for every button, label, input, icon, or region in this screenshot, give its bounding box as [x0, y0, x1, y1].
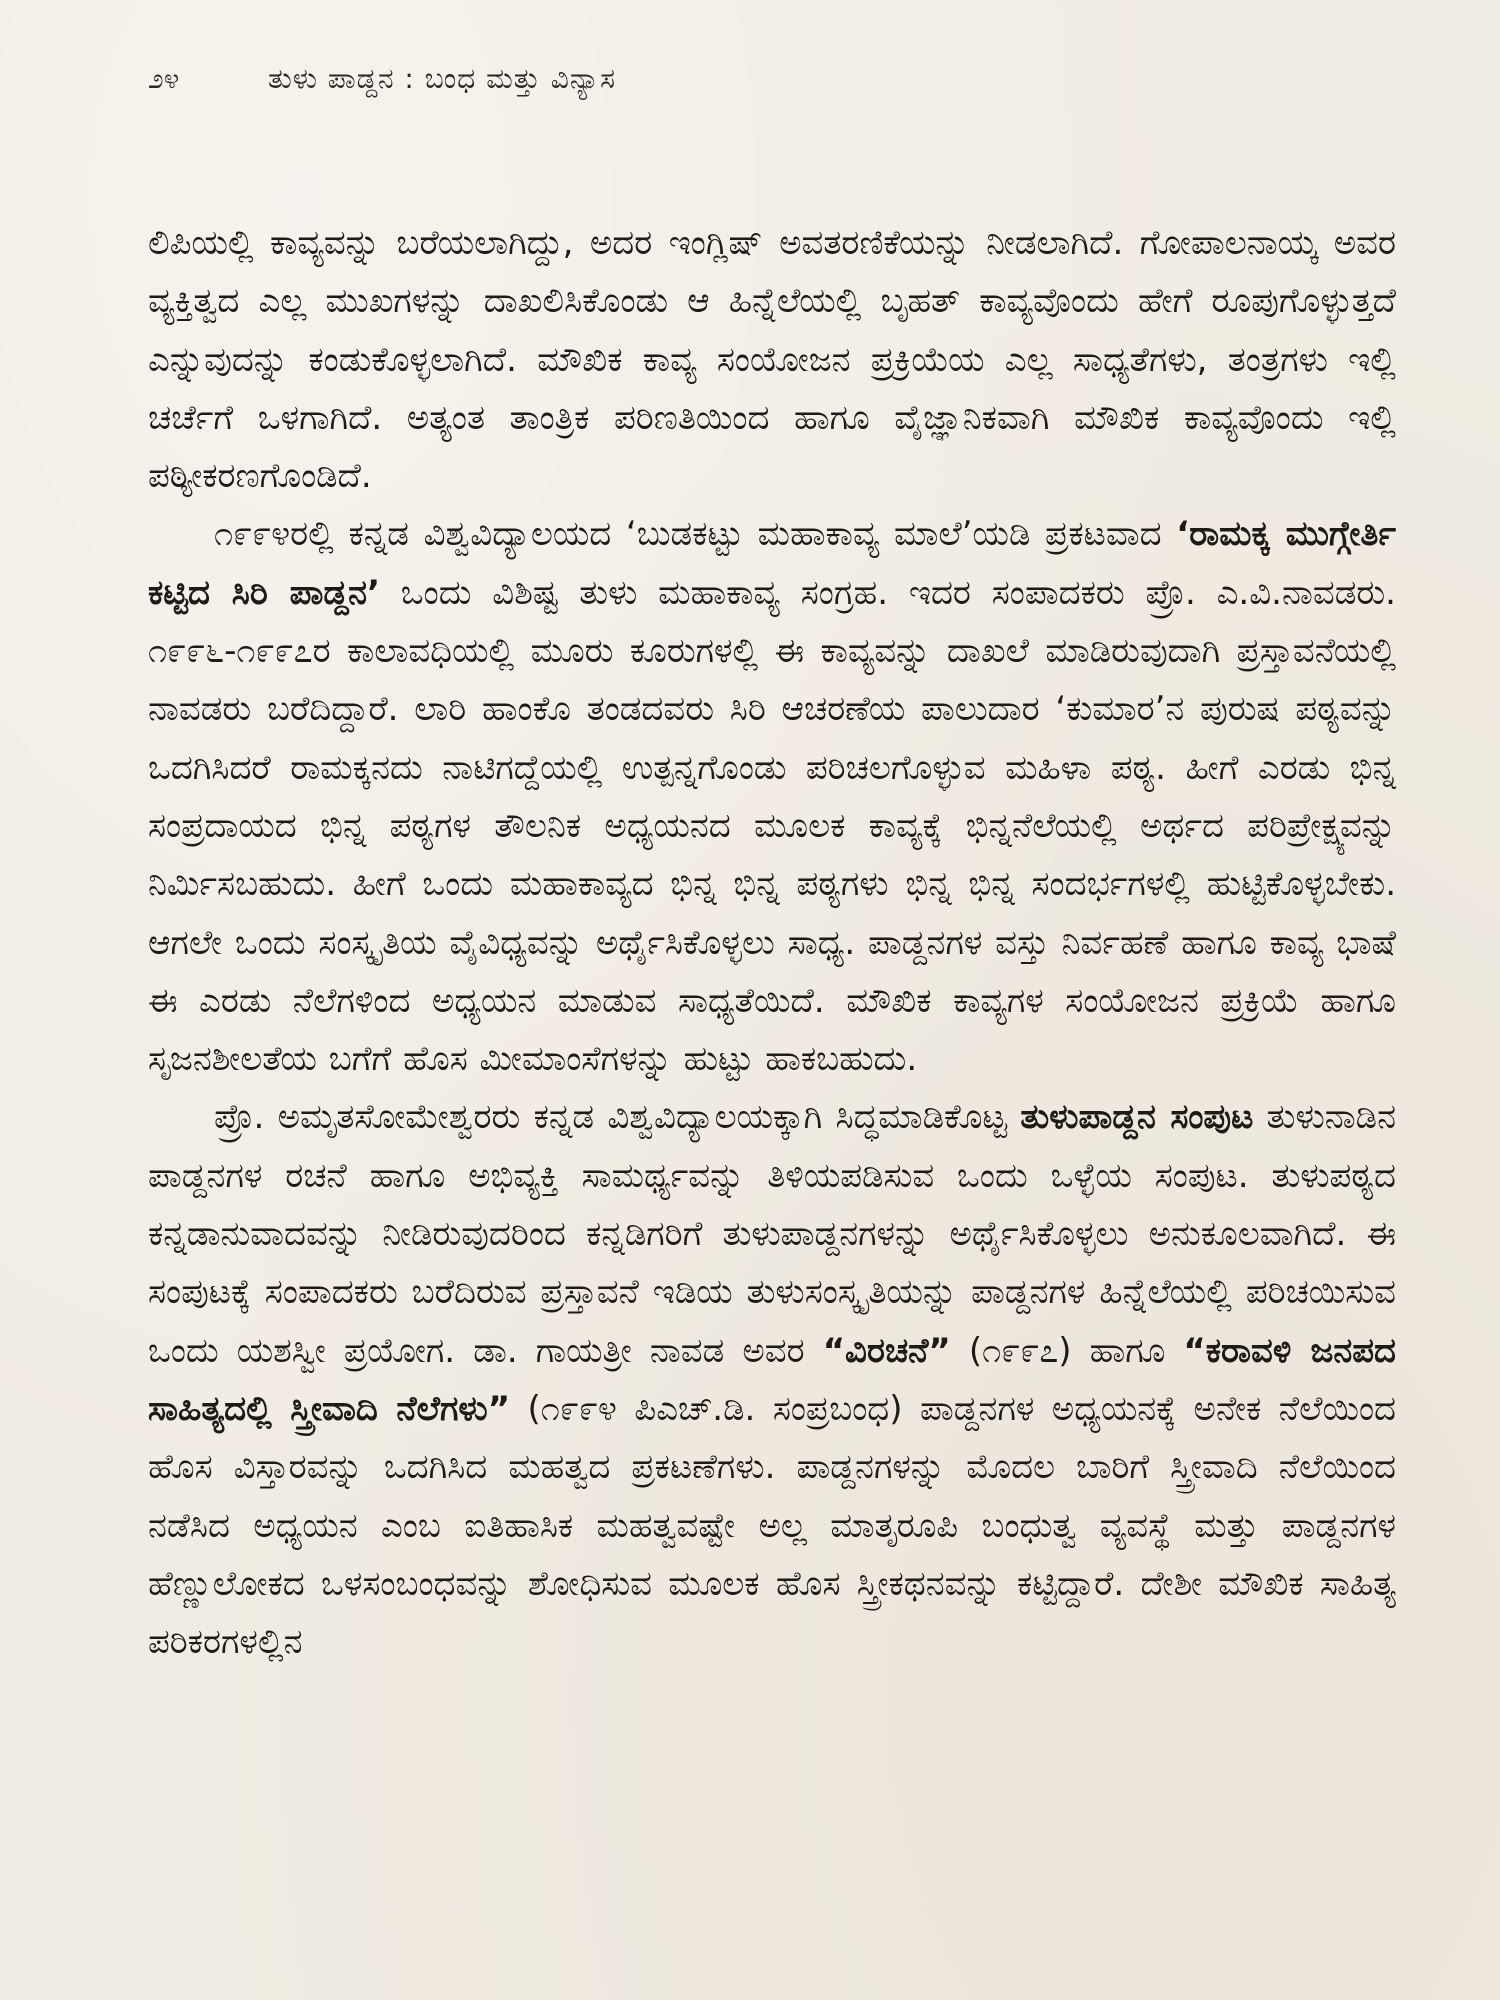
paragraph-3-text-end: (೧೯೯೪ ಪಿಎಚ್.ಡಿ. ಸಂಪ್ರಬಂಧ) ಪಾಡ್ದನಗಳ ಅಧ್ಯಯನಕ್ಕೆ ಅನೇಕ ನೆಲೆಯಿಂದ ಹೊಸ ವಿಸ್ತಾರವನ್ನು ಒದಗಿಸಿದ ಮಹತ್ವದ ಪ್ರಕಟಣೆಗಳು. ಪಾಡ್ದನಗಳನ್ನು ಮೊದಲ ಬಾರಿಗೆ ಸ್ತ್ರೀವಾದಿ ನೆಲೆಯಿಂದ ನಡೆಸಿದ ಅಧ್ಯಯನ ಎಂಬ ಐತಿಹಾಸಿಕ ಮಹತ್ವವಷ್ಟೇ ಅಲ್ಲ ಮಾತೃರೂಪಿ ಬಂಧುತ್ವ ವ್ಯವಸ್ಥೆ ಮತ್ತು ಪಾಡ್ದನಗಳ ಹೆಣ್ಣುಲೋಕದ ಒಳಸಂಬಂಧವನ್ನು ಶೋಧಿಸುವ ಮೂಲಕ ಹೊಸ ಸ್ತ್ರೀಕಥನವನ್ನು ಕಟ್ಟಿದ್ದಾರೆ. ದೇಶೀ ಮೌಖಿಕ ಸಾಹಿತ್ಯ ಪರಿಕರಗಳಲ್ಲಿನ: [148, 1388, 1396, 1663]
paragraph-1-text: ಲಿಪಿಯಲ್ಲಿ ಕಾವ್ಯವನ್ನು ಬರೆಯಲಾಗಿದ್ದು, ಅದರ ಇಂಗ್ಲಿಷ್ ಅವತರಣಿಕೆಯನ್ನು ನೀಡಲಾಗಿದೆ. ಗೋಪಾಲನಾಯ್ಕ ಅವರ ವ್ಯಕ್ತಿತ್ವದ ಎಲ್ಲ ಮುಖಗಳನ್ನು ದಾಖಲಿಸಿಕೊಂಡು ಆ ಹಿನ್ನೆಲೆಯಲ್ಲಿ ಬೃಹತ್ ಕಾವ್ಯವೊಂದು ಹೇಗೆ ರೂಪುಗೊಳ್ಳುತ್ತದೆ ಎನ್ನುವುದನ್ನು ಕಂಡುಕೊಳ್ಳಲಾಗಿದೆ. ಮೌಖಿಕ ಕಾವ್ಯ ಸಂಯೋಜನ ಪ್ರಕ್ರಿಯೆಯ ಎಲ್ಲ ಸಾಧ್ಯತೆಗಳು, ತಂತ್ರಗಳು ಇಲ್ಲಿ ಚರ್ಚೆಗೆ ಒಳಗಾಗಿದೆ. ಅತ್ಯಂತ ತಾಂತ್ರಿಕ ಪರಿಣತಿಯಿಂದ ಹಾಗೂ ವೈಜ್ಞಾನಿಕವಾಗಿ ಮೌಖಿಕ ಕಾವ್ಯವೊಂದು ಇಲ್ಲಿ ಪಠ್ಯೀಕರಣಗೊಂಡಿದೆ.: [148, 223, 1396, 497]
book-title-ramakka: ‘ರಾಮಕ್ಕ ಮುಗ್ಗೇರ್ತಿ ಕಟ್ಟಿದ ಸಿರಿ ಪಾಡ್ದನ’: [148, 514, 1396, 613]
paragraph-3-text-year: (೧೯೯೭) ಹಾಗೂ: [950, 1330, 1184, 1371]
paragraph-3: [148, 1088, 1396, 1671]
running-header: [148, 62, 1396, 118]
page-number: ೨೪: [148, 62, 180, 95]
paragraph-1: [148, 214, 1396, 505]
paragraph-2-text-rest: ಒಂದು ವಿಶಿಷ್ಟ ತುಳು ಮಹಾಕಾವ್ಯ ಸಂಗ್ರಹ. ಇದರ ಸಂಪಾದಕರು ಪ್ರೊ. ಎ.ವಿ.ನಾವಡರು. ೧೯೯೬-೧೯೯೭ರ ಕಾಲಾವಧಿಯಲ್ಲಿ ಮೂರು ಕೂರುಗಳಲ್ಲಿ ಈ ಕಾವ್ಯವನ್ನು ದಾಖಲೆ ಮಾಡಿರುವುದಾಗಿ ಪ್ರಸ್ತಾವನೆಯಲ್ಲಿ ನಾವಡರು ಬರೆದಿದ್ದಾರೆ. ಲಾರಿ ಹಾಂಕೊ ತಂಡದವರು ಸಿರಿ ಆಚರಣೆಯ ಪಾಲುದಾರ ‘ಕುಮಾರ’ನ ಪುರುಷ ಪಠ್ಯವನ್ನು ಒದಗಿಸಿದರೆ ರಾಮಕ್ಕನದು ನಾಟಿಗದ್ದೆಯಲ್ಲಿ ಉತ್ಪನ್ನಗೊಂಡು ಪರಿಚಲಗೊಳ್ಳುವ ಮಹಿಳಾ ಪಠ್ಯ. ಹೀಗೆ ಎರಡು ಭಿನ್ನ ಸಂಪ್ರದಾಯದ ಭಿನ್ನ ಪಠ್ಯಗಳ ತೌಲನಿಕ ಅಧ್ಯಯನದ ಮೂಲಕ ಕಾವ್ಯಕ್ಕೆ ಭಿನ್ನನೆಲೆಯಲ್ಲಿ ಅರ್ಥದ ಪರಿಪ್ರೇಕ್ಷ್ಯವನ್ನು ನಿರ್ಮಿಸಬಹುದು. ಹೀಗೆ ಒಂದು ಮಹಾಕಾವ್ಯದ ಭಿನ್ನ ಭಿನ್ನ ಪಠ್ಯಗಳು ಭಿನ್ನ ಭಿನ್ನ ಸಂದರ್ಭಗಳಲ್ಲಿ ಹುಟ್ಟಿಕೊಳ್ಳಬೇಕು. ಆಗಲೇ ಒಂದು ಸಂಸ್ಕೃತಿಯ ವೈವಿಧ್ಯವನ್ನು ಅರ್ಥೈಸಿಕೊಳ್ಳಲು ಸಾಧ್ಯ. ಪಾಡ್ದನಗಳ ವಸ್ತು ನಿರ್ವಹಣೆ ಹಾಗೂ ಕಾವ್ಯ ಭಾಷೆ ಈ ಎರಡು ನೆಲೆಗಳಿಂದ ಅಧ್ಯಯನ ಮಾಡುವ ಸಾಧ್ಯತೆಯಿದೆ. ಮೌಖಿಕ ಕಾವ್ಯಗಳ ಸಂಯೋಜನ ಪ್ರಕ್ರಿಯೆ ಹಾಗೂ ಸೃಜನಶೀಲತೆಯ ಬಗೆಗೆ ಹೊಸ ಮೀಮಾಂಸೆಗಳನ್ನು ಹುಟ್ಟು ಹಾಕಬಹುದು.: [148, 572, 1396, 1080]
running-title: ತುಳು ಪಾಡ್ದನ : ಬಂಧ ಮತ್ತು ವಿನ್ಯಾಸ: [268, 62, 617, 95]
paragraph-2-text-start: ೧೯೯೪ರಲ್ಲಿ ಕನ್ನಡ ವಿಶ್ವವಿದ್ಯಾಲಯದ ‘ಬುಡಕಟ್ಟು ಮಹಾಕಾವ್ಯ ಮಾಲೆ’ಯಡಿ ಪ್ರಕಟವಾದ: [214, 514, 1177, 555]
paragraph-2: [148, 505, 1396, 1088]
book-title-virachane: “ವಿರಚನೆ”: [822, 1330, 951, 1371]
paragraph-3-text-start: ಪ್ರೊ. ಅಮೃತಸೋಮೇಶ್ವರರು ಕನ್ನಡ ವಿಶ್ವವಿದ್ಯಾಲಯಕ್ಕಾಗಿ ಸಿದ್ಧಮಾಡಿಕೊಟ್ಟ: [214, 1097, 1021, 1138]
book-title-tulupaddana: ತುಳುಪಾಡ್ದನ ಸಂಪುಟ: [1020, 1097, 1254, 1138]
body-text: [148, 214, 1396, 1671]
book-title-karavali: “ಕರಾವಳಿ ಜನಪದ ಸಾಹಿತ್ಯದಲ್ಲಿ ಸ್ತ್ರೀವಾದಿ ನೆಲೆಗಳು”: [148, 1330, 1397, 1429]
paragraph-3-text-middle: ತುಳುನಾಡಿನ ಪಾಡ್ದನಗಳ ರಚನೆ ಹಾಗೂ ಅಭಿವ್ಯಕ್ತಿ ಸಾಮರ್ಥ್ಯವನ್ನು ತಿಳಿಯಪಡಿಸುವ ಒಂದು ಒಳ್ಳೆಯ ಸಂಪುಟ. ತುಳುಪಠ್ಯದ ಕನ್ನಡಾನುವಾದವನ್ನು ನೀಡಿರುವುದರಿಂದ ಕನ್ನಡಿಗರಿಗೆ ತುಳುಪಾಡ್ದನಗಳನ್ನು ಅರ್ಥೈಸಿಕೊಳ್ಳಲು ಅನುಕೂಲವಾಗಿದೆ. ಈ ಸಂಪುಟಕ್ಕೆ ಸಂಪಾದಕರು ಬರೆದಿರುವ ಪ್ರಸ್ತಾವನೆ ಇಡಿಯ ತುಳುಸಂಸ್ಕೃತಿಯನ್ನು ಪಾಡ್ದನಗಳ ಹಿನ್ನೆಲೆಯಲ್ಲಿ ಪರಿಚಯಿಸುವ ಒಂದು ಯಶಸ್ವೀ ಪ್ರಯೋಗ. ಡಾ. ಗಾಯತ್ರೀ ನಾವಡ ಅವರ: [148, 1097, 1396, 1371]
